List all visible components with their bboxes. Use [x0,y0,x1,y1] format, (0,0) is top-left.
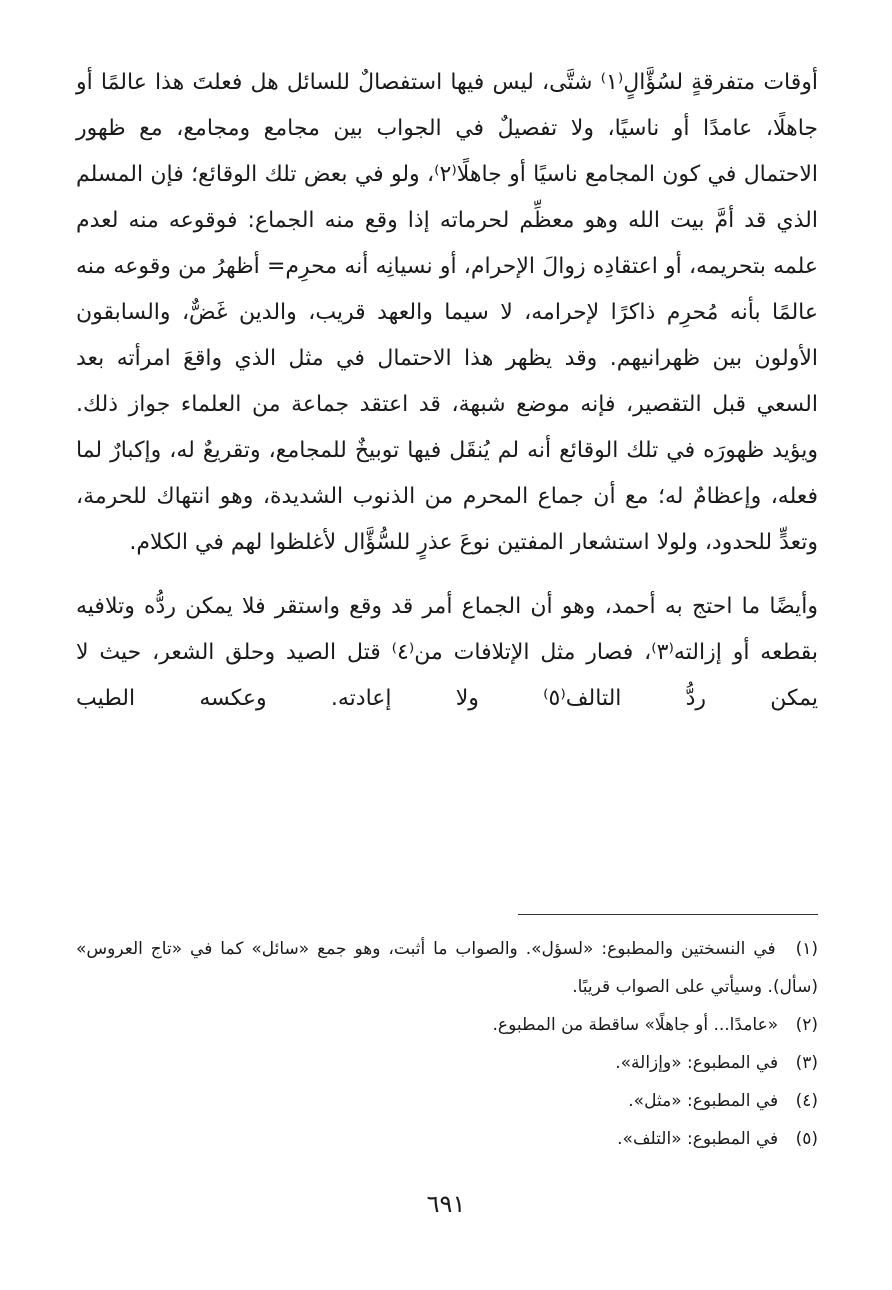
footnote-number: (٥) [795,1129,818,1149]
footnote-4 [76,1082,818,1120]
footnote-number: (٤) [795,1091,818,1111]
footnote-2 [76,1006,818,1044]
body-paragraph-2: وأيضًا ما احتج به أحمد، وهو أن الجماع أمر قد وقع واستقر فلا يمكن ردُّه وتلافيه بقطعه أو إزالته⁽٣⁾، فصار مثل الإتلافات من⁽٤⁾ قتل الصيد وحلق الشعر، حيث لا يمكن ردُّ التالف⁽٥⁾ ولا إعادته. وعكسه الطيب [76,594,818,711]
main-text [76,60,818,722]
footnote-text: في المطبوع: «وإزالة». [615,1053,779,1073]
footnote-text: في المطبوع: «التلف». [617,1129,779,1149]
footnote-number: (٣) [795,1053,818,1073]
body-paragraph-1: أوقات متفرقةٍ لسُؤَّالٍ⁽١⁾ شتَّى، ليس فيها استفصالٌ للسائل هل فعلتَ هذا عالمًا أو جاهلًا، عامدًا أو ناسيًا، ولا تفصيلٌ في الجواب بين مجامع ومجامع، مع ظهور الاحتمال في كون المجامع ناسيًا أو جاهلًا⁽٢⁾، ولو في بعض تلك الوقائع؛ فإن المسلم الذي قد أمَّ بيت الله وهو معظِّم لحرماته إذا وقع منه الجماع: فوقوعه منه لعدم علمه بتحريمه، أو اعتقادِه زوالَ الإحرام، أو نسيانِه أنه محرِم= أظهرُ من وقوعه منه عالمًا بأنه مُحرِم ذاكرًا لإحرامه، لا سيما والعهد قريب، والدين غَضٌّ، والسابقون الأولون بين ظهرانيهم. وقد يظهر هذا الاحتمال في مثل الذي واقعَ امرأته بعد السعي قبل التقصير، فإنه موضع شبهة، قد اعتقد جماعة من العلماء جواز ذلك. ويؤيد ظهورَه في تلك الوقائع أنه لم يُنقَل فيها توبيخٌ للمجامع، وتقريعٌ له، وإكبارٌ لما فعله، وإعظامٌ له؛ مع أن جماع المحرم من الذنوب الشديدة، وهو انتهاك للحرمة، وتعدٍّ للحدود، ولولا استشعار المفتين نوعَ عذرٍ للسُّؤَّال لأغلظوا لهم في الكلام. [76,70,818,555]
footnote-text: في النسختين والمطبوع: «لسؤل». والصواب ما أثبت، وهو جمع «سائل» كما في «تاج العروس» (سأل). وسيأتي على الصواب قريبًا. [76,939,818,997]
footnote-number: (١) [795,939,819,959]
footnote-5 [76,1120,818,1158]
footnotes [76,930,818,1158]
footnote-text: في المطبوع: «مثل». [628,1091,779,1111]
footnote-1 [76,930,818,1006]
page-number: ٦٩١ [426,1190,466,1218]
footnote-text: «عامدًا... أو جاهلًا» ساقطة من المطبوع. [492,1015,779,1035]
footnote-3 [76,1044,818,1082]
footnote-divider [518,914,818,915]
footnote-number: (٢) [795,1015,818,1035]
